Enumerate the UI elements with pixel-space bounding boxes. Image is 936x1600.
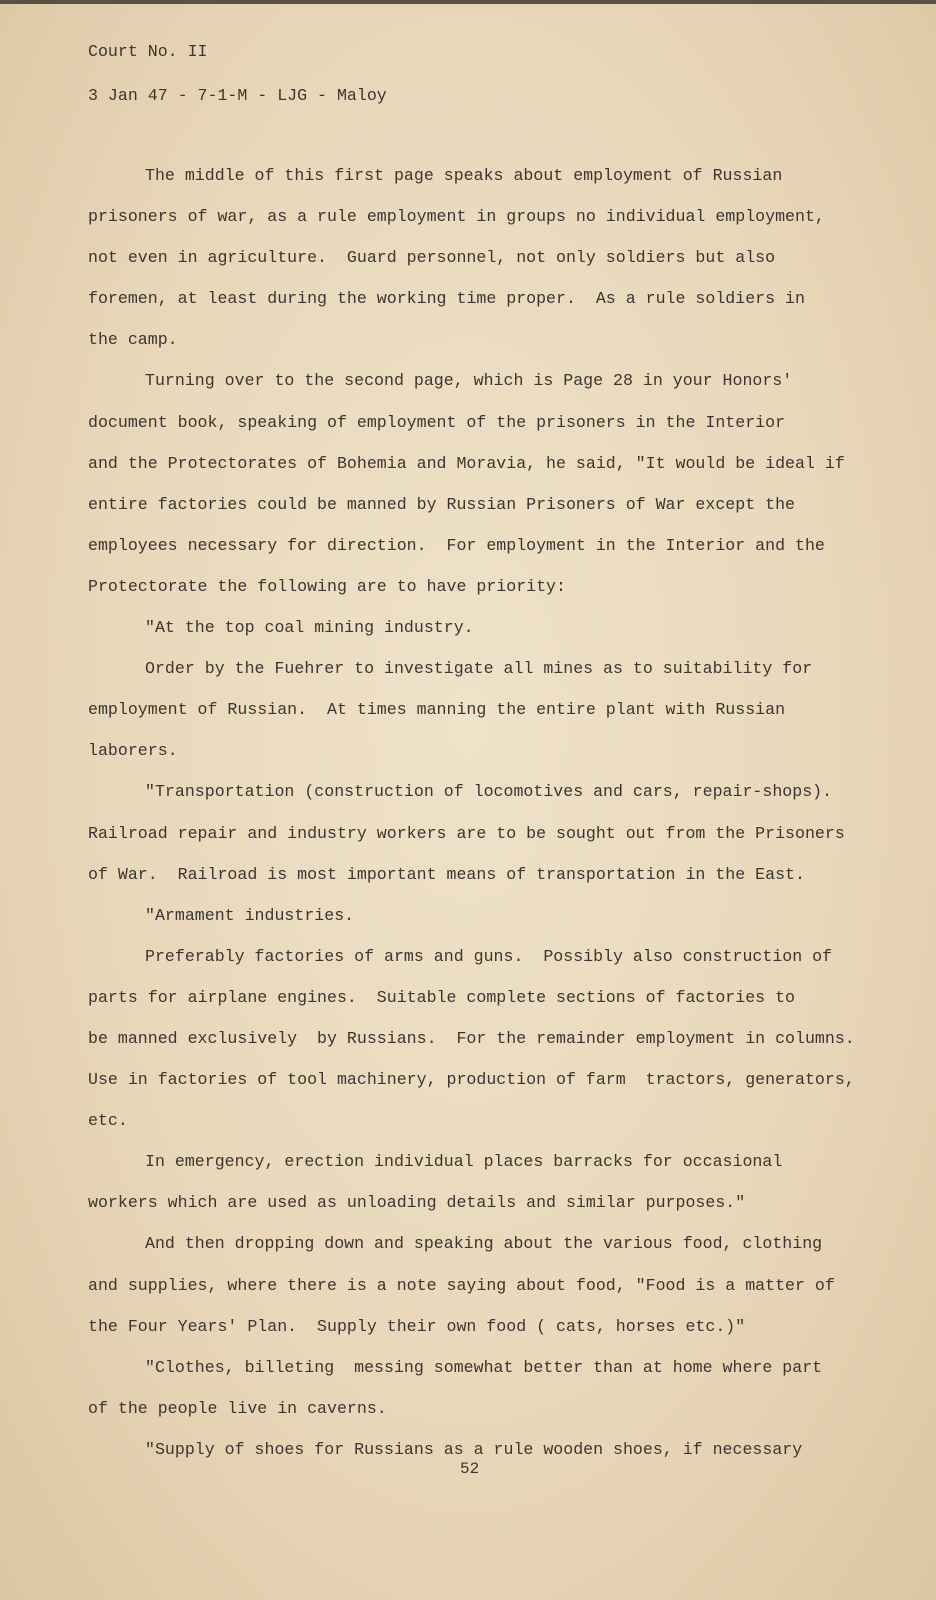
paragraph-line: the camp.: [88, 330, 178, 350]
paragraph-line: Order by the Fuehrer to investigate all mines as to suitability for: [145, 659, 813, 679]
paragraph-line: Railroad repair and industry workers are to be sought out from the Prisoners: [88, 823, 845, 843]
paragraph-line: and supplies, where there is a note saying about food, "Food is a matter of: [88, 1275, 835, 1295]
paragraph-line: employment of Russian. At times manning the entire plant with Russian: [88, 700, 786, 720]
paragraph-line: Protectorate the following are to have priority:: [88, 576, 566, 596]
paragraph-line: In emergency, erection individual places barracks for occasional: [145, 1152, 783, 1172]
paragraph-line: parts for airplane engines. Suitable complete sections of factories to: [88, 987, 796, 1007]
paragraph-line: Preferably factories of arms and guns. Possibly also construction of: [145, 946, 833, 966]
paragraph-line: not even in agriculture. Guard personnel, not only soldiers but also: [88, 248, 776, 268]
paragraph-line: document book, speaking of employment of the prisoners in the Interior: [88, 412, 786, 432]
paragraph-line: Turning over to the second page, which is Page 28 in your Honors': [145, 371, 793, 391]
paragraph-line: laborers.: [88, 741, 178, 761]
paragraph-line: "Clothes, billeting messing somewhat better than at home where part: [145, 1357, 823, 1377]
paragraph-line: The middle of this first page speaks about employment of Russian: [145, 166, 783, 185]
paragraph-line: of the people live in caverns.: [88, 1398, 387, 1418]
paragraph-line: foremen, at least during the working time proper. As a rule soldiers in: [88, 289, 805, 309]
paragraph-line: entire factories could be manned by Russian Prisoners of War except the: [88, 494, 796, 514]
paragraph-line: and the Protectorates of Bohemia and Moravia, he said, "It would be ideal if: [88, 453, 845, 473]
paragraph-line: prisoners of war, as a rule employment in groups no individual employment,: [88, 207, 825, 227]
paragraph-line: "At the top coal mining industry.: [145, 618, 474, 638]
paragraph-line: workers which are used as unloading details and similar purposes.": [88, 1193, 746, 1213]
paragraph-line: "Transportation (construction of locomotives and cars, repair-shops).: [145, 782, 833, 802]
page-number: 52: [460, 1460, 480, 1478]
paragraph-line: And then dropping down and speaking about the various food, clothing: [145, 1234, 823, 1254]
session-line: 3 Jan 47 - 7-1-M - LJG - Maloy: [88, 86, 387, 105]
paragraph-line: the Four Years' Plan. Supply their own food ( cats, horses etc.)": [88, 1316, 746, 1336]
paragraph-line: "Supply of shoes for Russians as a rule wooden shoes, if necessary: [145, 1439, 803, 1459]
paragraph-line: "Armament industries.: [145, 905, 355, 925]
paragraph-line: of War. Railroad is most important means of transportation in the East.: [88, 864, 805, 884]
paragraph-line: employees necessary for direction. For employment in the Interior and the: [88, 535, 825, 555]
paragraph-line: Use in factories of tool machinery, production of farm tractors, generators,: [88, 1070, 855, 1090]
scan-edge: [0, 0, 936, 4]
court-number: Court No. II: [88, 42, 208, 61]
paragraph-line: be manned exclusively by Russians. For the remainder employment in columns.: [88, 1028, 855, 1048]
document-body: [88, 155, 888, 1470]
paragraph-line: etc.: [88, 1111, 128, 1131]
